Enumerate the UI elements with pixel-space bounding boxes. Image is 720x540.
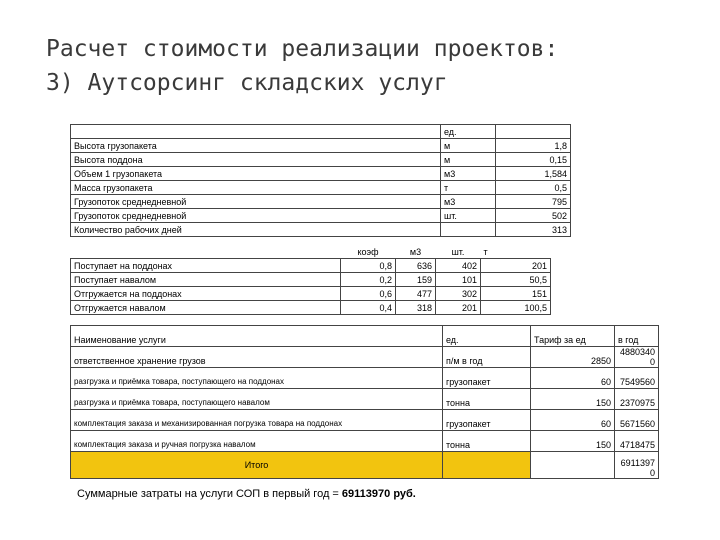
table-row	[71, 245, 551, 259]
table-row	[71, 209, 571, 223]
service-unit-header: ед.	[443, 326, 531, 347]
flow-pcs: 302	[436, 287, 481, 301]
service-year: 4880340 0	[615, 347, 659, 368]
table-row	[71, 125, 571, 139]
flow-label: Поступает навалом	[71, 273, 341, 287]
total-row	[71, 452, 659, 479]
service-tariff-header: Тариф за ед	[531, 326, 615, 347]
flow-m3-header: м3	[409, 247, 422, 257]
service-unit: п/м в год	[443, 347, 531, 368]
param-unit: м3	[441, 167, 496, 181]
flow-pcs: 101	[436, 273, 481, 287]
slide-title	[46, 32, 686, 100]
service-name: комплектация заказа и механизированная погрузка товара на поддонах	[71, 410, 443, 431]
services-table	[70, 325, 659, 479]
flow-coef-header: коэф	[357, 247, 379, 257]
table-row	[71, 167, 571, 181]
service-year-header: в год	[615, 326, 659, 347]
flow-t-header: т	[483, 247, 488, 257]
param-label: Масса грузопакета	[71, 181, 441, 195]
table-row	[71, 431, 659, 452]
param-label: Количество рабочих дней	[71, 223, 441, 237]
param-value: 1,8	[496, 139, 571, 153]
param-unit-header: ед.	[441, 125, 496, 139]
param-value-cell	[496, 125, 571, 139]
service-tariff: 2850	[531, 347, 615, 368]
service-tariff: 60	[531, 368, 615, 389]
summary-amount: 69113970 руб.	[341, 488, 416, 500]
flow-pcs: 402	[436, 259, 481, 273]
service-year: 2370975	[615, 389, 659, 410]
param-label: Грузопоток среднедневной	[71, 195, 441, 209]
table-row	[71, 347, 659, 368]
param-unit: шт.	[441, 209, 496, 223]
total-unit-cell	[443, 452, 531, 479]
param-value: 502	[496, 209, 571, 223]
flow-coef: 0,8	[341, 259, 396, 273]
table-row	[71, 301, 551, 315]
flow-pcs-header: шт.	[451, 247, 465, 257]
flow-m3: 636	[396, 259, 436, 273]
flow-t: 201	[481, 259, 551, 273]
table-row	[71, 389, 659, 410]
service-tariff: 150	[531, 389, 615, 410]
slide-title-line-1: Расчет стоимости реализации проектов:	[46, 36, 559, 62]
total-tariff-cell	[531, 452, 615, 479]
service-unit: грузопакет	[443, 410, 531, 431]
table-row	[71, 195, 571, 209]
flow-coef: 0,2	[341, 273, 396, 287]
total-label: Итого	[71, 452, 443, 479]
flow-label: Поступает на поддонах	[71, 259, 341, 273]
flow-t: 50,5	[481, 273, 551, 287]
param-label: Высота грузопакета	[71, 139, 441, 153]
flow-m3: 318	[396, 301, 436, 315]
flow-pcs: 201	[436, 301, 481, 315]
table-row	[71, 326, 659, 347]
slide-title-line-2: 3) Аутсорсинг складских услуг	[46, 70, 448, 96]
table-row	[71, 223, 571, 237]
param-unit	[441, 223, 496, 237]
service-name: ответственное хранение грузов	[71, 347, 443, 368]
service-name: разгрузка и приёмка товара, поступающего навалом	[71, 389, 443, 410]
param-label: Грузопоток среднедневной	[71, 209, 441, 223]
flow-t: 100,5	[481, 301, 551, 315]
service-year: 7549560	[615, 368, 659, 389]
service-tariff: 60	[531, 410, 615, 431]
service-name-header: Наименование услуги	[71, 326, 443, 347]
summary-prefix: Суммарные затраты на услуги СОП в первый год =	[77, 488, 342, 500]
flow-label: Отгружается навалом	[71, 301, 341, 315]
param-unit: т	[441, 181, 496, 195]
param-label: Объем 1 грузопакета	[71, 167, 441, 181]
param-unit: м	[441, 139, 496, 153]
total-value: 6911397 0	[615, 452, 659, 479]
service-year: 5671560	[615, 410, 659, 431]
table-row	[71, 153, 571, 167]
table-row	[71, 287, 551, 301]
param-unit: м	[441, 153, 496, 167]
flows-table	[70, 245, 551, 315]
param-value: 1,584	[496, 167, 571, 181]
flow-label: Отгружается на поддонах	[71, 287, 341, 301]
flow-coef: 0,6	[341, 287, 396, 301]
param-label: Высота поддона	[71, 153, 441, 167]
param-value: 0,5	[496, 181, 571, 195]
flow-m3: 159	[396, 273, 436, 287]
flow-m3: 477	[396, 287, 436, 301]
param-unit: м3	[441, 195, 496, 209]
param-value: 313	[496, 223, 571, 237]
table-row	[71, 273, 551, 287]
service-unit: тонна	[443, 389, 531, 410]
param-label-cell	[71, 125, 441, 139]
table-row	[71, 259, 551, 273]
service-name: разгрузка и приёмка товара, поступающего на поддонах	[71, 368, 443, 389]
service-year: 4718475	[615, 431, 659, 452]
flow-coef: 0,4	[341, 301, 396, 315]
parameters-table	[70, 124, 571, 237]
flow-label-header	[71, 245, 341, 259]
service-unit: тонна	[443, 431, 531, 452]
flow-t: 151	[481, 287, 551, 301]
param-value: 795	[496, 195, 571, 209]
param-value: 0,15	[496, 153, 571, 167]
table-row	[71, 368, 659, 389]
service-name: комплектация заказа и ручная погрузка навалом	[71, 431, 443, 452]
service-tariff: 150	[531, 431, 615, 452]
table-row	[71, 181, 571, 195]
service-unit: грузопакет	[443, 368, 531, 389]
table-row	[71, 410, 659, 431]
table-row	[71, 139, 571, 153]
summary-line	[77, 488, 416, 500]
